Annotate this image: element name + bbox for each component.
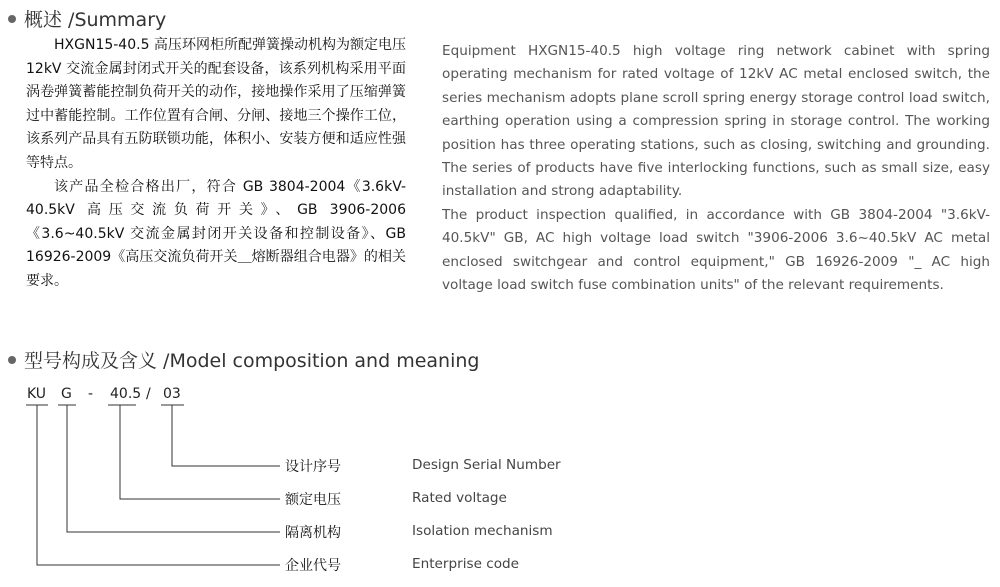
code-part-voltage: 40.5 <box>110 386 142 402</box>
code-part-dash: - <box>88 386 94 402</box>
summary-zh-paragraph-2: 该产品全检合格出厂，符合 GB 3804-2004《3.6kV-40.5kV 高压交流负荷开关》、GB 3906-2006《3.6~40.5kV 交流金属封闭开关设备和控制设备》、GB 16926-2009《高压交流负荷开关＿熔断器组合电器》的相关要求。 <box>26 178 406 289</box>
row-serial-zh: 设计序号 <box>285 459 341 475</box>
row-serial-en: Design Serial Number <box>412 457 561 473</box>
summary-heading-text: 概述 /Summary <box>24 9 167 31</box>
row-voltage-en: Rated voltage <box>412 490 507 506</box>
row-isolation-en: Isolation mechanism <box>412 523 553 539</box>
code-part-enterprise: KU <box>27 386 47 402</box>
row-isolation-zh: 隔离机构 <box>285 525 341 541</box>
code-part-serial: 03 <box>163 386 181 402</box>
connector-isolation <box>67 405 280 532</box>
summary-zh-paragraph-1: HXGN15-40.5 高压环网柜所配弹簧操动机构为额定电压 12kV 交流金属封闭式开关的配套设备，该系列机构采用平面涡卷弹簧蓄能控制负荷开关的动作，接地操作采用了压缩弹簧过中蓄能控制。工作位置有合闸、分闸、接地三个操作工位，该系列产品具有五防联锁功能，体积小、安装方便和适应性强等特点。 <box>26 37 406 171</box>
summary-en-paragraph-1: Equipment HXGN15-40.5 high voltage ring network cabinet with spring operating mechanism for rated voltage of 12kV AC metal enclosed switch, the series mechanism adopts plane scroll spring energy storage control load switch, earthing operation using a compression spring in storage control. The working position has three operating stations, such as closing, switching and grounding. The series of products have five interlocking functions, such as small size, easy installation and strong adaptability. <box>442 43 990 200</box>
connector-enterprise <box>37 405 280 565</box>
row-enterprise-zh: 企业代号 <box>285 558 341 574</box>
connector-voltage <box>120 405 280 499</box>
summary-en-paragraph-2: The product inspection qualified, in accordance with GB 3804-2004 "3.6kV-40.5kV" GB, AC high voltage load switch "3906-2006 3.6~40.5kV AC metal enclosed switchgear and control equipment," GB 16926-2009 "_ AC high voltage load switch fuse combination units" of the relevant requirements. <box>442 206 990 294</box>
row-enterprise-en: Enterprise code <box>412 556 520 572</box>
connector-serial <box>172 405 280 466</box>
model-heading-text: 型号构成及含义 /Model composition and meaning <box>24 350 480 372</box>
code-part-slash: / <box>146 386 151 402</box>
code-part-isolation: G <box>61 386 72 402</box>
row-voltage-zh: 额定电压 <box>285 492 341 508</box>
